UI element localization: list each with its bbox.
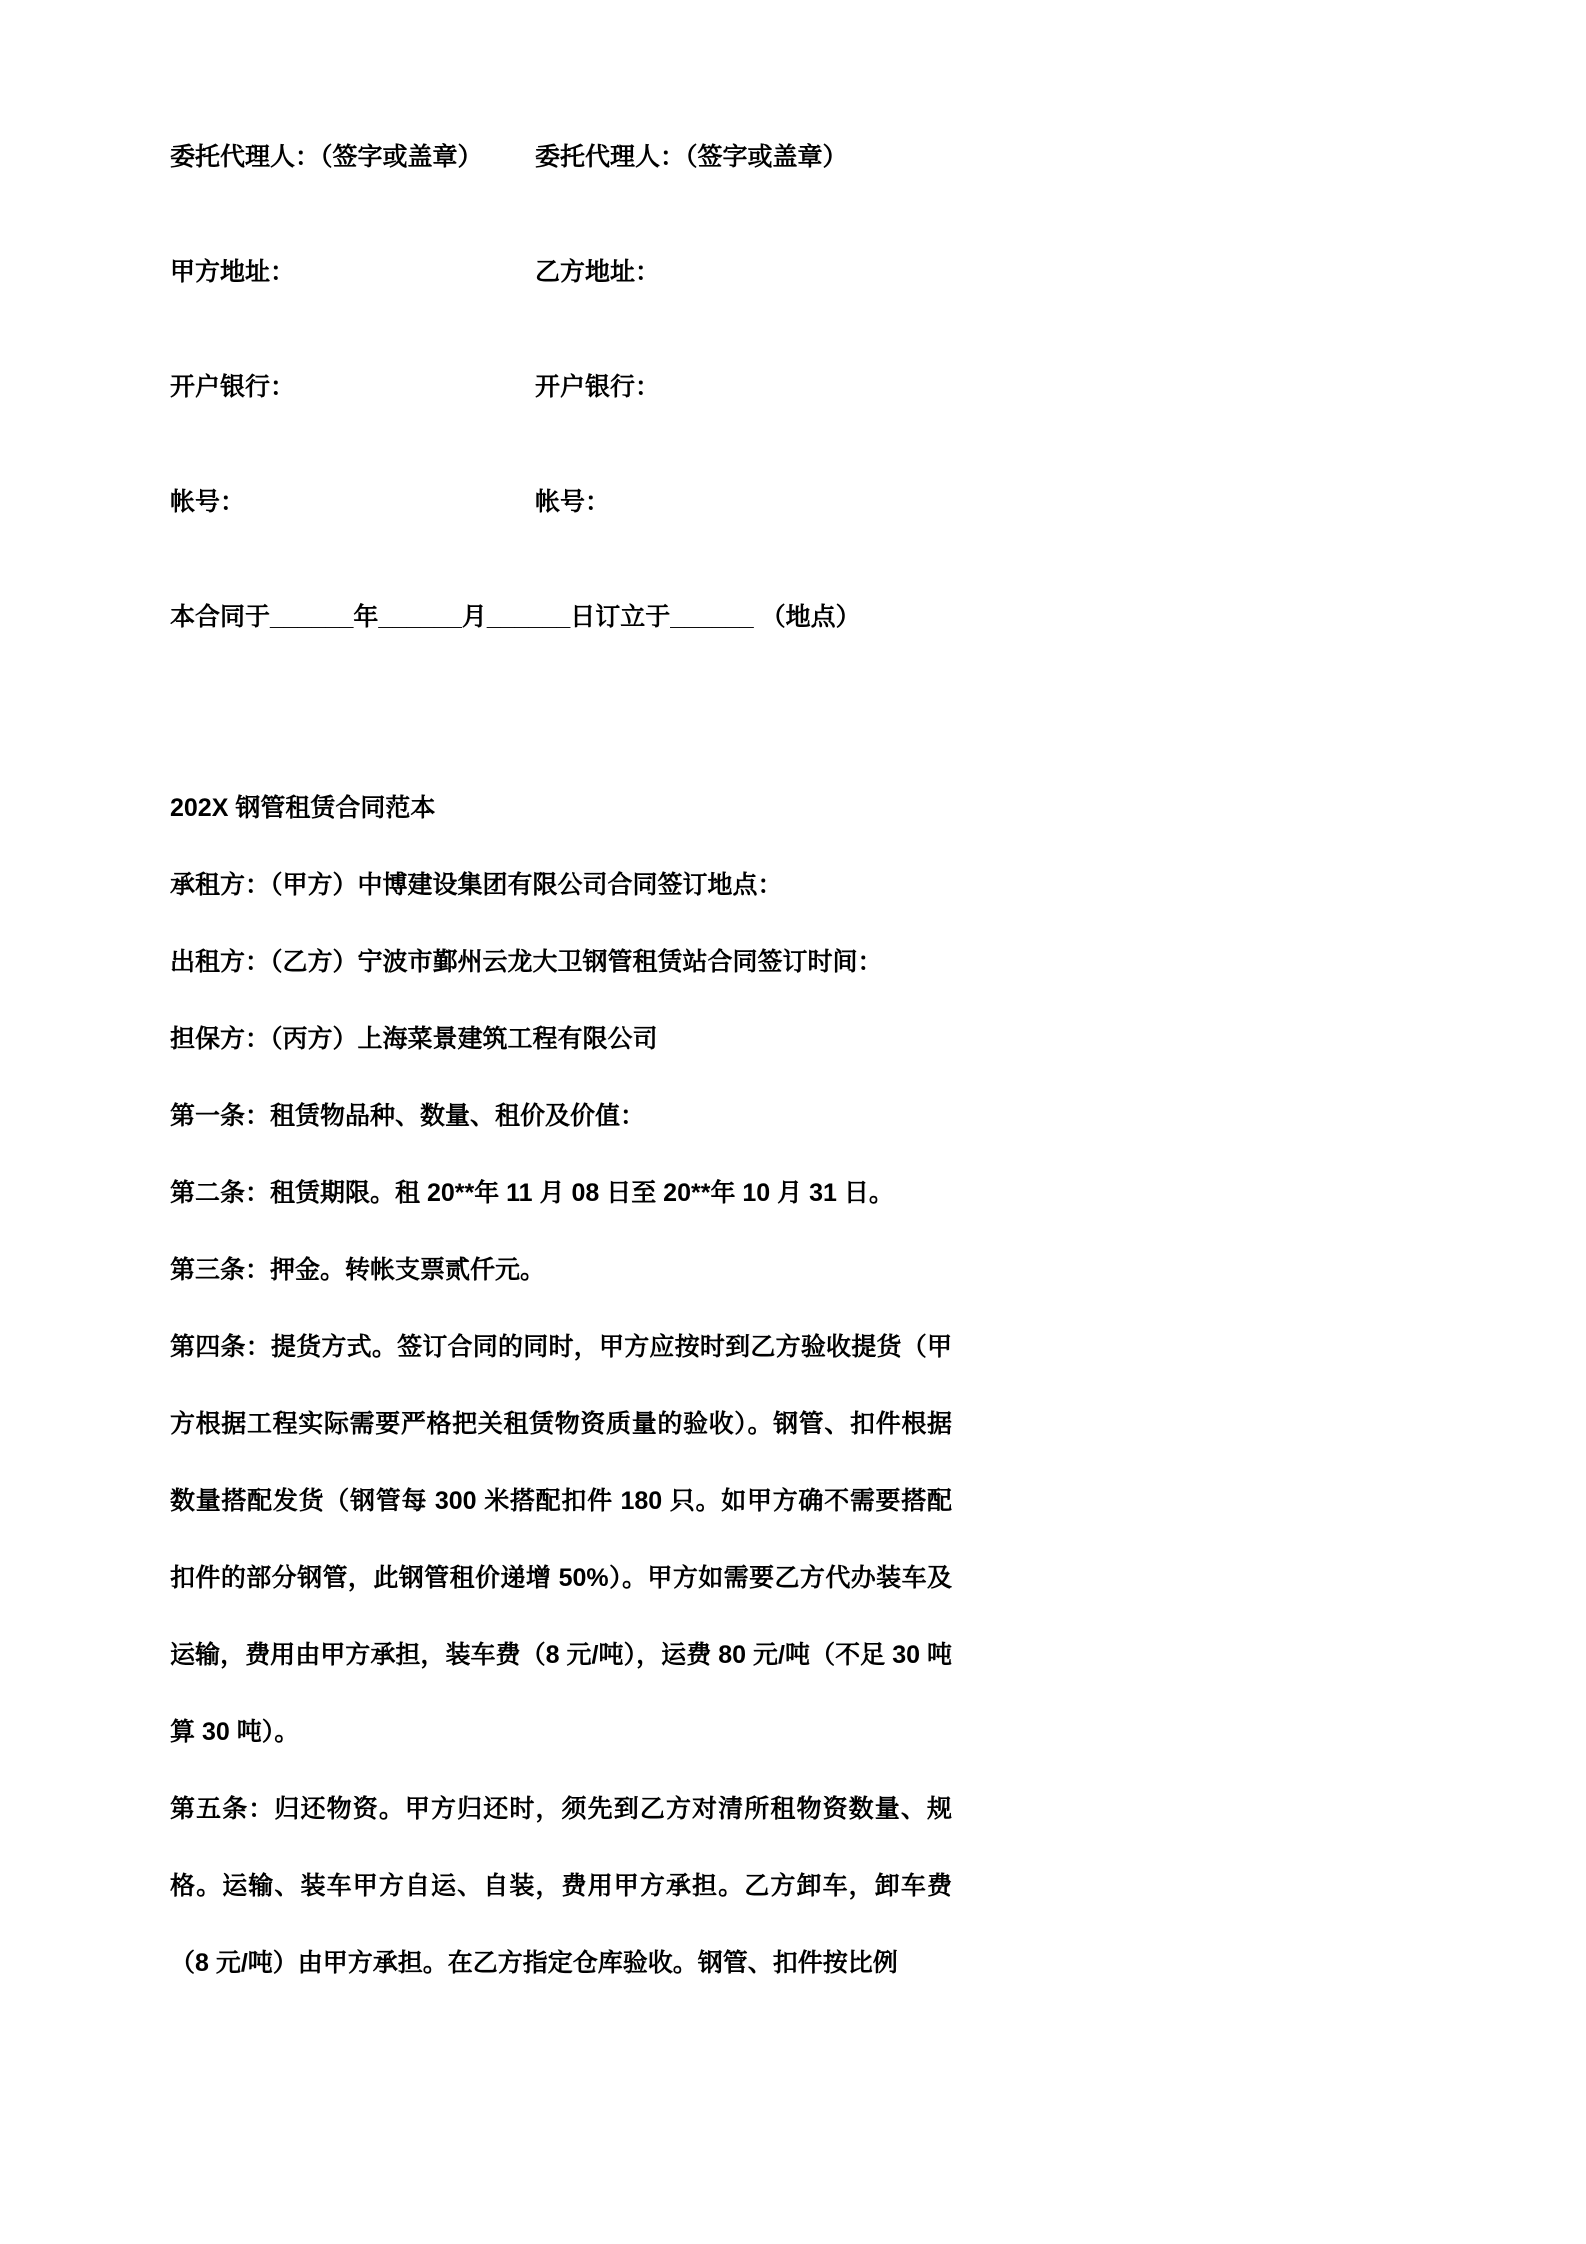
contract-paragraph-lessee: 承租方：（甲方）中博建设集团有限公司合同签订地点： [170,871,783,899]
contract-clause-1: 第一条：租赁物品种、数量、租价及价值： [170,1102,646,1130]
contract-title: 202X 钢管租赁合同范本 [170,794,436,822]
signature-row-account [170,445,1416,560]
party-b-agent-label: 委托代理人：（签字或盖章） [535,143,848,171]
party-a-account-label: 帐号： [170,488,246,516]
signature-row-bank [170,330,1416,445]
section-divider-space [170,675,1416,770]
contract-date-line: 本合同于______年______月______日订立于______ （地点） [170,603,861,631]
contract-clause-2: 第二条：租赁期限。租 20**年 11 月 08 日至 20**年 10 月 31 日。 [170,1179,894,1207]
contract-clause-4: 第四条：提货方式。签订合同的同时，甲方应按时到乙方验收提货（甲方根据工程实际需要严格把关租赁物资质量的验收）。钢管、扣件根据数量搭配发货（钢管每 300 米搭配扣件 180 只。如甲方确不需要搭配扣件的部分钢管，此钢管租价递增 50%）。甲方如需要乙方代办装车及运输，费用由甲方承担，装车费（8 元/吨），运费 80 元/吨（不足 30 吨算 30 吨）。 [170,1333,952,1746]
contract-paragraph-lessor: 出租方：（乙方）宁波市鄞州云龙大卫钢管租赁站合同签订时间： [170,948,883,976]
contract-clause-5: 第五条：归还物资。甲方归还时，须先到乙方对清所租物资数量、规格。运输、装车甲方自运、自装，费用甲方承担。乙方卸车，卸车费（8 元/吨）由甲方承担。在乙方指定仓库验收。钢管、扣件按比例 [170,1795,952,1977]
contract-clause-3: 第三条：押金。转帐支票贰仟元。 [170,1256,546,1284]
party-a-agent-label: 委托代理人：（签字或盖章） [170,143,483,171]
party-a-bank-label: 开户银行： [170,373,296,401]
signature-block [170,100,1416,675]
party-b-account-label: 帐号： [535,488,611,516]
contract-paragraph-guarantor: 担保方：（丙方）上海菜景建筑工程有限公司 [170,1025,658,1053]
party-b-address-label: 乙方地址： [535,258,661,286]
party-a-address-label: 甲方地址： [170,258,296,286]
signature-row-agent [170,100,1416,215]
party-b-bank-label: 开户银行： [535,373,661,401]
signature-row-address [170,215,1416,330]
